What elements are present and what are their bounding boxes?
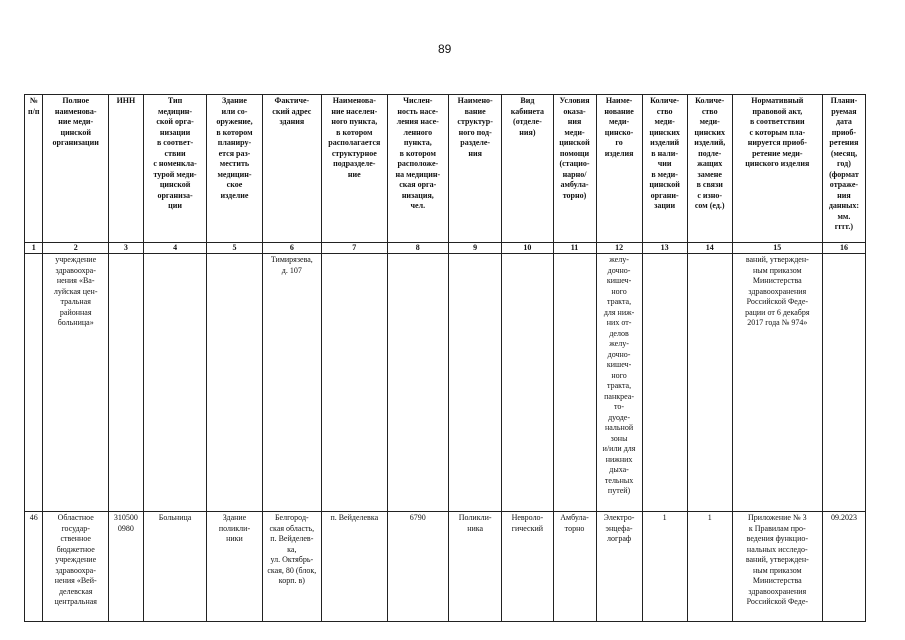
cell-text: учреждение здравоохра- нения «Ва- луйская цен- тральная районная больница» [53, 255, 98, 327]
cell-5 [207, 254, 262, 512]
header-cell-text: Полное наименова- ние меди- цинской организации [52, 96, 99, 147]
cell-13 [642, 512, 687, 622]
column-number-cell-text: 4 [173, 243, 178, 252]
column-number-cell-text: 12 [615, 243, 624, 252]
table-row [25, 512, 866, 622]
cell-11 [553, 254, 596, 512]
header-cell-8 [387, 95, 448, 243]
cell-10 [502, 512, 553, 622]
column-number-cell-11 [553, 243, 596, 254]
cell-9 [449, 254, 502, 512]
column-number-cell-4 [143, 243, 207, 254]
cell-1 [25, 512, 43, 622]
cell-text: 310500 0980 [113, 513, 138, 533]
column-number-cell-text: 3 [123, 243, 128, 252]
cell-11 [553, 512, 596, 622]
cell-7 [322, 512, 388, 622]
column-number-cell-text: 13 [660, 243, 669, 252]
header-cell-10 [502, 95, 553, 243]
column-number-cell-5 [207, 243, 262, 254]
column-number-cell-16 [822, 243, 865, 254]
header-cell-text: Плани- руемая дата приоб- ретения (месяц, год) (формат отраже- ния данных: мм. гггг.) [828, 96, 860, 231]
cell-text: 46 [29, 513, 38, 522]
header-cell-text: Вид кабинета (отделе- ния) [510, 96, 545, 137]
cell-text: ваний, утвержден- ным приказом Министерства здравоохранения Российской Феде- рации от 6 декабря 2017 года № 974» [745, 255, 810, 327]
header-cell-text: Наименова- ние населен- ного пункта, в котором располагается структурное подразделе- ние [328, 96, 381, 179]
header-cell-text: Нормативный правовой акт, в соответствии с которым пла- нируется приоб- ретение меди- цинского изделия [745, 96, 810, 168]
column-number-cell-13 [642, 243, 687, 254]
header-cell-text: Наиме- нование меди- цинско- го изделия [604, 96, 634, 158]
header-cell-text: Наимено- вание структур- ного под- разделе- ния [457, 96, 493, 158]
cell-text: Поликли- ника [458, 513, 492, 533]
header-cell-12 [596, 95, 642, 243]
column-number-cell-15 [732, 243, 822, 254]
cell-text: Невроло- гический [511, 513, 544, 533]
cell-text: Электро- энцефа- лограф [603, 513, 635, 543]
header-cell-1 [25, 95, 43, 243]
column-number-cell-text: 11 [570, 243, 579, 252]
cell-15 [732, 254, 822, 512]
column-number-row [25, 243, 866, 254]
table-row [25, 254, 866, 512]
header-cell-text: № п/п [27, 96, 40, 116]
cell-6 [262, 512, 321, 622]
column-number-cell-1 [25, 243, 43, 254]
header-cell-13 [642, 95, 687, 243]
header-cell-9 [449, 95, 502, 243]
header-cell-5 [207, 95, 262, 243]
column-number-cell-text: 14 [705, 243, 714, 252]
column-number-cell-text: 7 [352, 243, 357, 252]
cell-4 [143, 512, 207, 622]
cell-8 [387, 254, 448, 512]
column-number-cell-text: 16 [839, 243, 848, 252]
cell-text: п. Вейделевка [330, 513, 379, 522]
cell-text: 1 [707, 513, 712, 522]
cell-text: Здание поликли- ники [218, 513, 251, 543]
cell-14 [687, 512, 732, 622]
column-number-cell-text: 6 [289, 243, 294, 252]
cell-8 [387, 512, 448, 622]
header-cell-6 [262, 95, 321, 243]
header-cell-3 [108, 95, 143, 243]
column-number-cell-12 [596, 243, 642, 254]
cell-text: Амбула- торно [560, 513, 589, 533]
header-cell-text: Количе- ство меди- цинских изделий, подле- жащих замене в связи с изно- сом (ед.) [694, 96, 726, 210]
cell-2 [43, 512, 109, 622]
column-number-cell-7 [322, 243, 388, 254]
column-number-cell-3 [108, 243, 143, 254]
header-cell-text: Условия оказа- ния меди- цинской помощи (стацио- нарно/ амбула- торно) [559, 96, 590, 200]
cell-6 [262, 254, 321, 512]
cell-text: желу- дочно- кишеч- ного тракта, для ниж- них от- делов желу- дочно- кишеч- ного тракта, панкреа- то- дуоде- нальной зоны и/или для нижних дыха- тельных путей) [602, 255, 636, 495]
cell-5 [207, 512, 262, 622]
header-cell-text: Тип медицин- ской орга- низации в соответ- ствии с номенкла- турой меди- цинской организа- ции [153, 96, 197, 210]
column-number-cell-text: 15 [773, 243, 782, 252]
column-number-cell-6 [262, 243, 321, 254]
cell-3 [108, 512, 143, 622]
header-cell-4 [143, 95, 207, 243]
equipment-table [24, 94, 866, 622]
header-cell-16 [822, 95, 865, 243]
column-number-cell-text: 10 [523, 243, 532, 252]
column-number-cell-text: 1 [31, 243, 36, 252]
column-number-cell-9 [449, 243, 502, 254]
cell-2 [43, 254, 109, 512]
cell-text: Областное государ- ственное бюджетное учреждение здравоохра- нения «Вей- делевская центральная [54, 513, 97, 606]
cell-13 [642, 254, 687, 512]
column-number-cell-text: 8 [415, 243, 420, 252]
column-number-cell-8 [387, 243, 448, 254]
header-cell-text: Фактиче- ский адрес здания [272, 96, 312, 126]
cell-10 [502, 254, 553, 512]
header-cell-text: Количе- ство меди- цинских изделий в нали- чии в меди- цинской органи- зации [649, 96, 680, 210]
column-number-cell-text: 2 [73, 243, 78, 252]
cell-text: 6790 [409, 513, 426, 522]
header-cell-text: Здание или со- оружение, в котором планиру- ется раз- местить медицин- ское изделие [216, 96, 253, 200]
header-cell-15 [732, 95, 822, 243]
cell-15 [732, 512, 822, 622]
cell-text: 09.2023 [830, 513, 857, 522]
cell-3 [108, 254, 143, 512]
cell-12 [596, 254, 642, 512]
header-cell-11 [553, 95, 596, 243]
cell-text: Больница [158, 513, 192, 522]
cell-1 [25, 254, 43, 512]
column-number-cell-14 [687, 243, 732, 254]
cell-text: Белгород- ская область, п. Вейделев- ка, ул. Октябрь- ская, 80 (блок, корп. в) [267, 513, 317, 585]
cell-text: Тимирязева, д. 107 [270, 255, 313, 275]
column-number-cell-2 [43, 243, 109, 254]
cell-14 [687, 254, 732, 512]
cell-7 [322, 254, 388, 512]
header-cell-14 [687, 95, 732, 243]
cell-4 [143, 254, 207, 512]
header-row [25, 95, 866, 243]
cell-text: 1 [662, 513, 667, 522]
column-number-cell-10 [502, 243, 553, 254]
cell-9 [449, 512, 502, 622]
column-number-cell-text: 5 [232, 243, 237, 252]
cell-16 [822, 254, 865, 512]
header-cell-text: Числен- ность насе- ления насе- ленного пункта, в котором расположе- на медицин- ская орга- низация, чел. [395, 96, 441, 210]
header-cell-text: ИНН [116, 96, 136, 105]
cell-12 [596, 512, 642, 622]
header-cell-2 [43, 95, 109, 243]
header-cell-7 [322, 95, 388, 243]
column-number-cell-text: 9 [473, 243, 478, 252]
page-number: 89 [438, 42, 452, 56]
cell-text: Приложение № 3 к Правилам про- ведения функцио- нальных исследо- ваний, утвержден- ным приказом Министерства здравоохранения Российской Феде- [745, 513, 809, 606]
cell-16 [822, 512, 865, 622]
